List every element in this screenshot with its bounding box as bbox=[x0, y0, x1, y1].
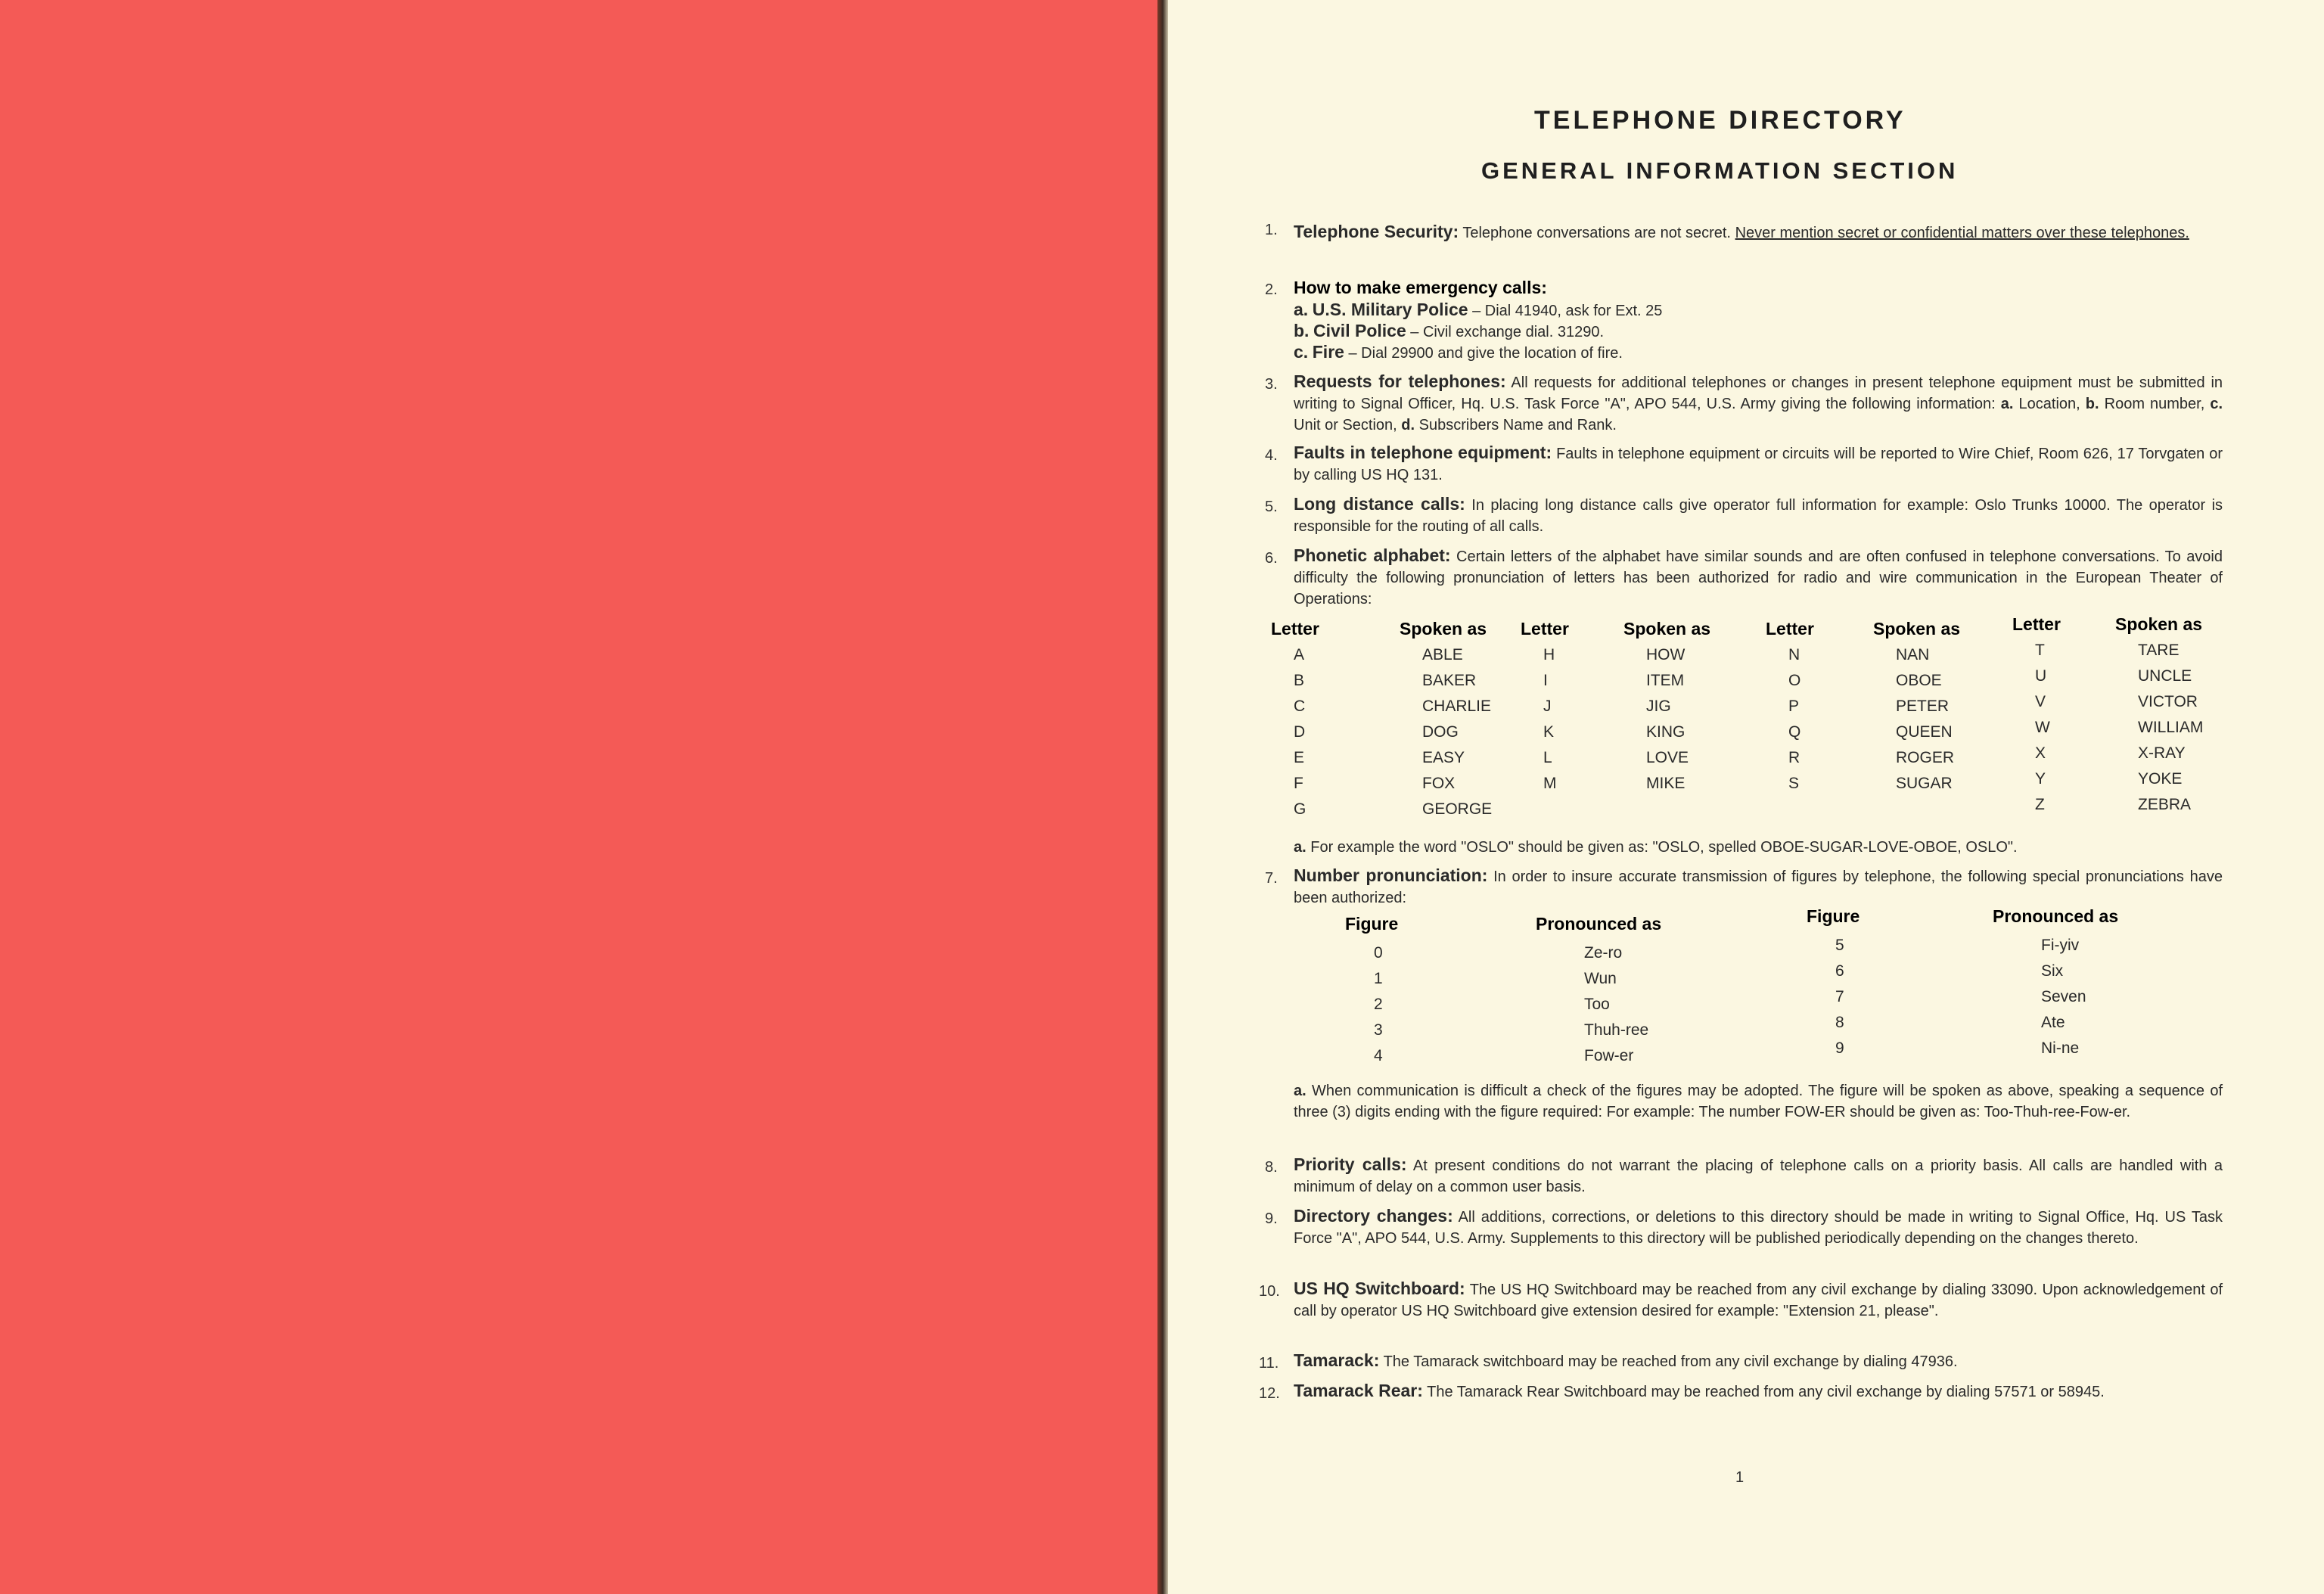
number-pronunciation: Ni-ne bbox=[2041, 1039, 2080, 1057]
number-figure: 0 bbox=[1374, 944, 1383, 962]
phonetic-header-spoken: Spoken as bbox=[1400, 619, 1487, 639]
item-heading: Telephone Security: bbox=[1294, 222, 1459, 241]
phonetic-word: MIKE bbox=[1646, 775, 1686, 792]
item-requests: Requests for telephones: All requests for additional telephones or changes in present telephone equipment must be submitted in writing to Signal Officer, Hq. U.S. Task Force "A", APO 544, U.S. Army giving the following information: a. Location, b. Room number, c. Unit or Section, d. Subscribers Name and Rank. bbox=[1294, 371, 2223, 433]
phonetic-letter: V bbox=[2035, 693, 2046, 710]
phonetic-word: ITEM bbox=[1646, 672, 1685, 689]
phonetic-word: ZEBRA bbox=[2138, 796, 2192, 813]
phonetic-letter: Q bbox=[1788, 723, 1801, 741]
phonetic-word: NAN bbox=[1896, 646, 1930, 663]
phonetic-word: SUGAR bbox=[1896, 775, 1953, 792]
phonetic-word: X-RAY bbox=[2138, 744, 2186, 762]
phonetic-letter: F bbox=[1294, 775, 1303, 792]
item-number: 6. bbox=[1265, 550, 1278, 567]
phonetic-header-letter: Letter bbox=[1766, 619, 1814, 639]
item-number: 10. bbox=[1259, 1283, 1280, 1300]
phonetic-word: LOVE bbox=[1646, 749, 1689, 766]
item-number: 1. bbox=[1265, 222, 1278, 238]
item-number-pronunciation: Number pronunciation: In order to insure accurate transmission of figures by telephone, the following special pronunciations have been authorized: bbox=[1294, 865, 2223, 906]
phonetic-header-spoken: Spoken as bbox=[1623, 619, 1711, 639]
phonetic-word: TARE bbox=[2138, 642, 2180, 659]
number-figure: 9 bbox=[1835, 1039, 1844, 1057]
item-number: 8. bbox=[1265, 1159, 1278, 1176]
number-pronunciation: Fow-er bbox=[1584, 1047, 1634, 1064]
phonetic-note: a. For example the word "OSLO" should be given as: "OSLO, spelled OBOE-SUGAR-LOVE-OBOE, OSLO". bbox=[1294, 839, 2018, 856]
phonetic-letter: S bbox=[1788, 775, 1800, 792]
phonetic-letter: L bbox=[1543, 749, 1552, 766]
item-number: 5. bbox=[1265, 499, 1278, 515]
phonetic-word: BAKER bbox=[1422, 672, 1477, 689]
phonetic-word: YOKE bbox=[2138, 770, 2183, 788]
item-number: 12. bbox=[1259, 1385, 1280, 1402]
number-figure: 7 bbox=[1835, 988, 1844, 1005]
number-header-figure: Figure bbox=[1807, 906, 1860, 926]
phonetic-letter: H bbox=[1543, 646, 1555, 663]
phonetic-word: CHARLIE bbox=[1422, 698, 1492, 715]
number-pronunciation: Ze-ro bbox=[1584, 944, 1623, 962]
left-page-cover bbox=[0, 0, 1157, 1594]
phonetic-letter: E bbox=[1294, 749, 1305, 766]
phonetic-word: GEORGE bbox=[1422, 800, 1493, 818]
item-number: 3. bbox=[1265, 376, 1278, 393]
page-subtitle: GENERAL INFORMATION SECTION bbox=[1481, 157, 1959, 184]
phonetic-word: ABLE bbox=[1422, 646, 1463, 663]
number-pronunciation: Thuh-ree bbox=[1584, 1021, 1649, 1039]
phonetic-letter: K bbox=[1543, 723, 1555, 741]
item-number: 9. bbox=[1265, 1210, 1278, 1227]
emergency-civil-police: b. Civil Police – Civil exchange dial. 31290. bbox=[1294, 321, 1605, 340]
phonetic-word: JIG bbox=[1646, 698, 1671, 715]
phonetic-letter: B bbox=[1294, 672, 1305, 689]
number-pronunciation: Fi-yiv bbox=[2041, 937, 2080, 954]
phonetic-word: VICTOR bbox=[2138, 693, 2198, 710]
item-phonetic: Phonetic alphabet: Certain letters of the alphabet have similar sounds and are often confused in telephone conversations. To avoid difficulty the following pronunciation of letters has been authorized for radio and wire communication in the European Theater of Operations: bbox=[1294, 545, 2223, 607]
number-note: a. When communication is difficult a check of the figures may be adopted. The figure will be spoken as above, speaking a sequence of three (3) digits ending with the figure required: For example: The number FOW-ER should be given as: Too-Thuh-ree-Fow-er. bbox=[1294, 1083, 2223, 1120]
number-figure: 6 bbox=[1835, 962, 1844, 980]
phonetic-header-letter: Letter bbox=[2012, 614, 2061, 634]
page-title: TELEPHONE DIRECTORY bbox=[1534, 106, 1906, 135]
item-telephone-security bbox=[1294, 218, 2223, 247]
phonetic-letter: T bbox=[2035, 642, 2045, 659]
item-number: 11. bbox=[1259, 1355, 1279, 1372]
number-figure: 3 bbox=[1374, 1021, 1383, 1039]
phonetic-letter: R bbox=[1788, 749, 1800, 766]
phonetic-letter: Y bbox=[2035, 770, 2046, 788]
page-number: 1 bbox=[1735, 1469, 1745, 1486]
number-figure: 2 bbox=[1374, 996, 1383, 1013]
item-heading: How to make emergency calls: bbox=[1294, 278, 1547, 297]
number-figure: 4 bbox=[1374, 1047, 1383, 1064]
phonetic-header-letter: Letter bbox=[1521, 619, 1569, 639]
phonetic-word: DOG bbox=[1422, 723, 1459, 741]
emergency-military-police: a. U.S. Military Police – Dial 41940, ask for Ext. 25 bbox=[1294, 300, 1663, 319]
book-gutter bbox=[1157, 0, 1168, 1594]
emergency-fire: c. Fire – Dial 29900 and give the location of fire. bbox=[1294, 342, 1623, 362]
item-emphasis: Never mention secret or confidential matters over these telephones. bbox=[1735, 225, 2189, 241]
phonetic-letter: O bbox=[1788, 672, 1801, 689]
phonetic-letter: D bbox=[1294, 723, 1306, 741]
number-figure: 8 bbox=[1835, 1014, 1844, 1031]
item-priority: Priority calls: At present conditions do not warrant the placing of telephone calls on a priority basis. All calls are handled with a minimum of delay on a common user basis. bbox=[1294, 1154, 2223, 1195]
phonetic-word: KING bbox=[1646, 723, 1686, 741]
phonetic-word: ROGER bbox=[1896, 749, 1955, 766]
phonetic-word: WILLIAM bbox=[2138, 719, 2204, 736]
item-number: 2. bbox=[1265, 281, 1278, 298]
number-figure: 5 bbox=[1835, 937, 1844, 954]
phonetic-header-letter: Letter bbox=[1271, 619, 1319, 639]
number-figure: 1 bbox=[1374, 970, 1383, 987]
phonetic-letter: C bbox=[1294, 698, 1306, 715]
item-tamarack: Tamarack: The Tamarack switchboard may be reached from any civil exchange by dialing 47936. bbox=[1294, 1350, 1958, 1370]
phonetic-word: EASY bbox=[1422, 749, 1465, 766]
phonetic-letter: J bbox=[1543, 698, 1552, 715]
phonetic-letter: I bbox=[1543, 672, 1548, 689]
phonetic-letter: N bbox=[1788, 646, 1800, 663]
phonetic-letter: G bbox=[1294, 800, 1306, 818]
phonetic-letter: M bbox=[1543, 775, 1557, 792]
phonetic-word: UNCLE bbox=[2138, 667, 2192, 685]
item-directory-changes: Directory changes: All additions, corrections, or deletions to this directory should be made in writing to Signal Office, Hq. US Task Force "A", APO 544, U.S. Army. Supplements to this directory will be published periodically depending on the changes thereto. bbox=[1294, 1206, 2223, 1247]
number-header-pronounced: Pronounced as bbox=[1993, 906, 2119, 926]
phonetic-header-spoken: Spoken as bbox=[2115, 614, 2203, 634]
item-long-distance: Long distance calls: In placing long distance calls give operator full information for example: Oslo Trunks 10000. The operator is responsible for the routing of all calls. bbox=[1294, 494, 2223, 535]
phonetic-letter: A bbox=[1294, 646, 1305, 663]
number-pronunciation: Ate bbox=[2041, 1014, 2065, 1031]
phonetic-word: QUEEN bbox=[1896, 723, 1953, 741]
number-header-figure: Figure bbox=[1345, 914, 1399, 934]
item-number: 4. bbox=[1265, 447, 1278, 464]
phonetic-letter: U bbox=[2035, 667, 2047, 685]
number-pronunciation: Wun bbox=[1584, 970, 1617, 987]
phonetic-letter: Z bbox=[2035, 796, 2045, 813]
phonetic-word: PETER bbox=[1896, 698, 1950, 715]
phonetic-word: FOX bbox=[1422, 775, 1456, 792]
item-us-hq-switchboard: US HQ Switchboard: The US HQ Switchboard may be reached from any civil exchange by dialing 33090. Upon acknowledgement of call by operator US HQ Switchboard give extension desired for example: "Extension 21, please". bbox=[1294, 1279, 2223, 1319]
item-faults: Faults in telephone equipment: Faults in telephone equipment or circuits will be reported to Wire Chief, Room 626, 17 Torvgaten or by calling US HQ 131. bbox=[1294, 443, 2223, 483]
phonetic-letter: W bbox=[2035, 719, 2050, 736]
phonetic-letter: P bbox=[1788, 698, 1800, 715]
item-text: Telephone conversations are not secret. bbox=[1462, 225, 1731, 241]
phonetic-header-spoken: Spoken as bbox=[1873, 619, 1961, 639]
number-pronunciation: Six bbox=[2041, 962, 2064, 980]
phonetic-word: HOW bbox=[1646, 646, 1686, 663]
phonetic-word: OBOE bbox=[1896, 672, 1942, 689]
item-tamarack-rear: Tamarack Rear: The Tamarack Rear Switchboard may be reached from any civil exchange by dialing 57571 or 58945. bbox=[1294, 1381, 2105, 1400]
number-pronunciation: Seven bbox=[2041, 988, 2086, 1005]
phonetic-letter: X bbox=[2035, 744, 2046, 762]
number-header-pronounced: Pronounced as bbox=[1536, 914, 1662, 934]
number-pronunciation: Too bbox=[1584, 996, 1610, 1013]
item-number: 7. bbox=[1265, 870, 1278, 887]
